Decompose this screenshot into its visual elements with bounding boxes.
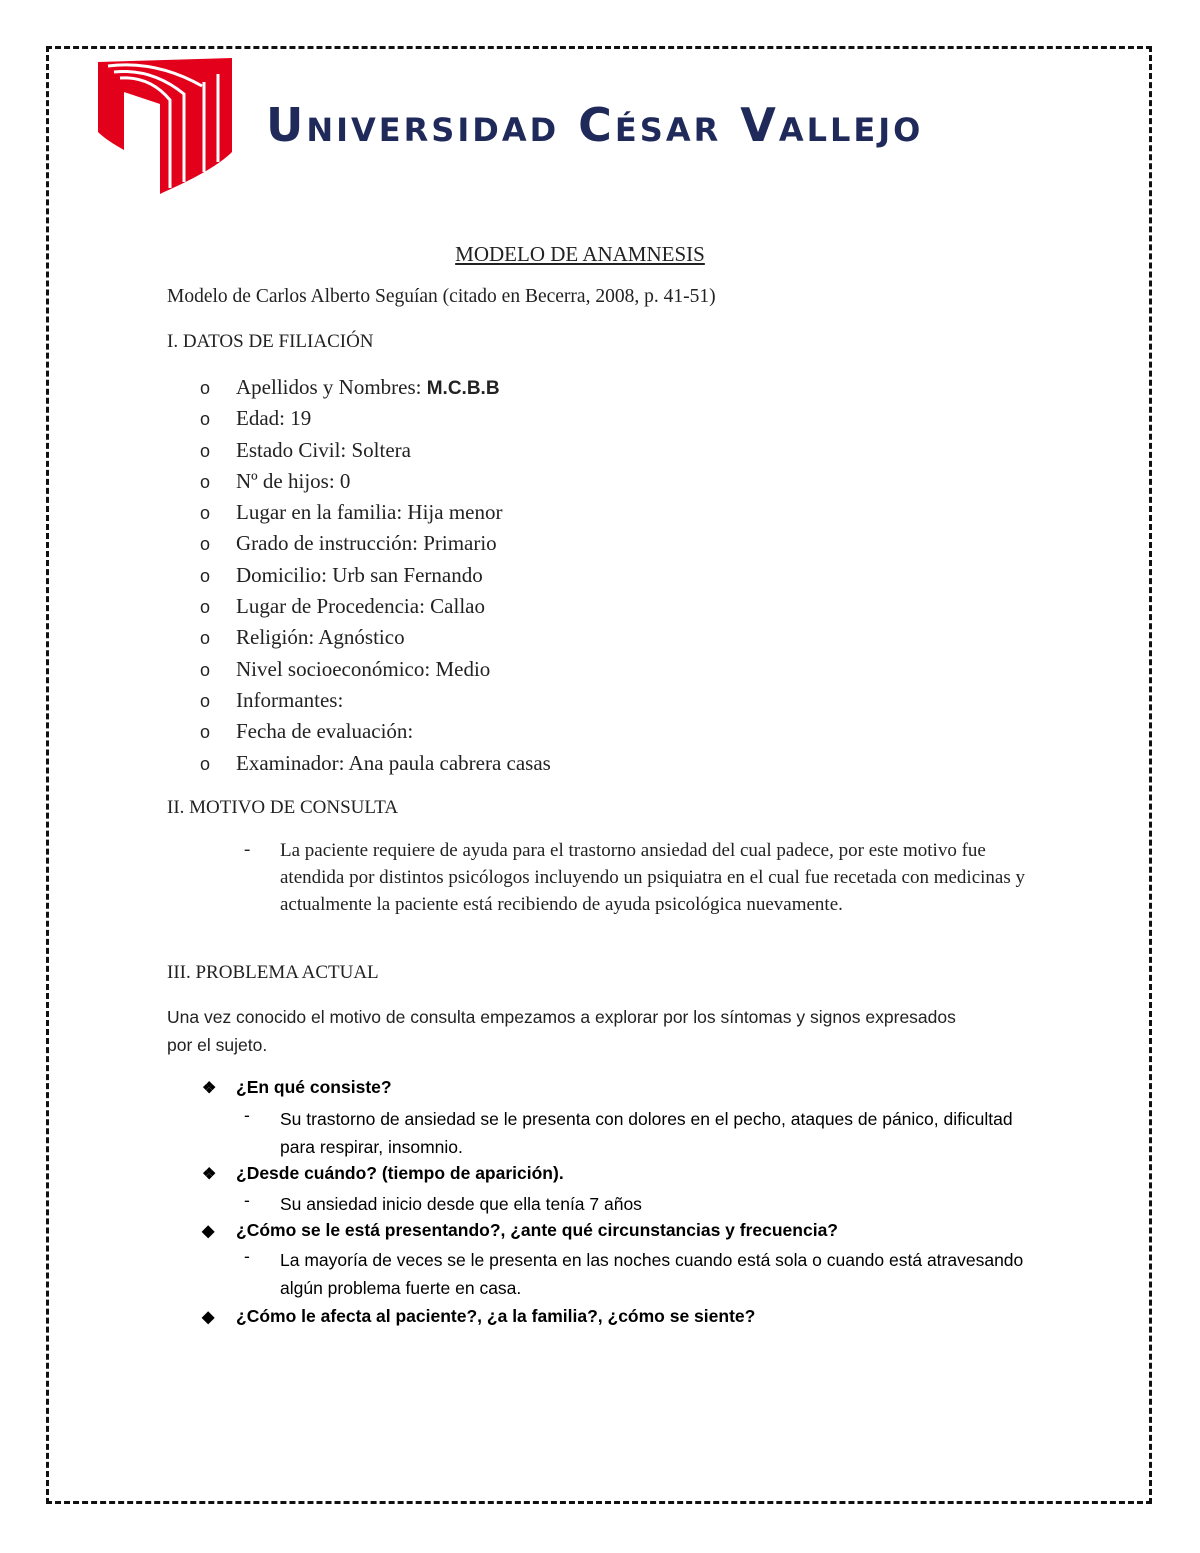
diamond-bullet-icon: ❖ [202, 1080, 217, 1097]
circle-bullet-icon: o [200, 690, 211, 711]
filiation-label: Grado de instrucción: Primario [236, 531, 497, 556]
circle-bullet-icon: o [200, 565, 211, 586]
circle-bullet-icon: o [200, 659, 211, 680]
university-logo [94, 52, 236, 197]
circle-bullet-icon: o [200, 722, 211, 743]
filiation-item [200, 685, 551, 716]
filiation-item [200, 654, 551, 685]
question-heading [202, 1220, 838, 1241]
dash-marker: - [244, 839, 251, 860]
filiation-label: Apellidos y Nombres: [236, 375, 427, 399]
circle-bullet-icon: o [200, 409, 211, 430]
section-1-heading: I. DATOS DE FILIACIÓN [167, 331, 374, 352]
question-text: ¿En qué consiste? [236, 1077, 392, 1097]
circle-bullet-icon: o [200, 597, 211, 618]
filiation-item [200, 748, 551, 779]
question-text: ¿Cómo se le está presentando?, ¿ante qué circunstancias y frecuencia? [236, 1220, 838, 1240]
problem-intro-text: Una vez conocido el motivo de consulta empezamos a explorar por los síntomas y signos expresados por el sujeto. [167, 1007, 956, 1055]
question-text: ¿Desde cuándo? (tiempo de aparición). [236, 1163, 564, 1183]
filiation-item [200, 560, 551, 591]
filiation-item [200, 622, 551, 653]
filiation-item [200, 466, 551, 497]
circle-bullet-icon: o [200, 753, 211, 774]
filiation-item [200, 716, 551, 747]
filiation-item [200, 528, 551, 559]
filiation-label: Nivel socioeconómico: Medio [236, 656, 491, 681]
answer-text: La mayoría de veces se le presenta en las noches cuando está sola o cuando está atravesando algún problema fuerte en casa. [280, 1250, 1024, 1298]
dash-marker: - [244, 1190, 250, 1210]
dash-marker: - [244, 1246, 250, 1266]
document-subtitle: Modelo de Carlos Alberto Seguían (citado en Becerra, 2008, p. 41-51) [167, 286, 716, 307]
filiation-item [200, 497, 551, 528]
filiation-label: Nº de hijos: 0 [236, 468, 351, 493]
filiation-item [200, 435, 551, 466]
shield-logo-icon [94, 52, 236, 197]
filiation-list [200, 372, 551, 779]
section-3-heading: III. PROBLEMA ACTUAL [167, 962, 379, 983]
consultation-reason-text: La paciente requiere de ayuda para el trastorno ansiedad del cual padece, por este motivo fue atendida por distintos psicólogos incluyendo un psiquiatra en el cual fue recetada con medicinas y actualmente la paciente está recibiendo de ayuda psicológica nuevamente. [280, 840, 1025, 915]
question-heading [202, 1163, 564, 1184]
filiation-label: Edad: 19 [236, 406, 312, 431]
dash-marker: - [244, 1105, 250, 1125]
filiation-item [200, 591, 551, 622]
question-heading [202, 1077, 392, 1098]
filiation-item [200, 372, 551, 403]
section-2-heading: II. MOTIVO DE CONSULTA [167, 797, 399, 818]
filiation-label: Estado Civil: Soltera [236, 437, 411, 462]
circle-bullet-icon: o [200, 534, 211, 555]
diamond-bullet-icon: ◆ [202, 1309, 215, 1326]
university-name: Universidad César Vallejo [266, 98, 924, 152]
question-text: ¿Cómo le afecta al paciente?, ¿a la familia?, ¿cómo se siente? [236, 1306, 756, 1326]
filiation-label: Lugar de Procedencia: Callao [236, 594, 485, 619]
circle-bullet-icon: o [200, 628, 211, 649]
answer-text: Su ansiedad inicio desde que ella tenía 7 años [280, 1194, 642, 1214]
filiation-label: Domicilio: Urb san Fernando [236, 562, 483, 587]
question-heading [202, 1306, 755, 1327]
diamond-bullet-icon: ❖ [202, 1166, 217, 1183]
circle-bullet-icon: o [200, 378, 211, 398]
filiation-label: Lugar en la familia: Hija menor [236, 500, 503, 525]
filiation-value: M.C.B.B [426, 378, 500, 399]
filiation-label: Examinador: Ana paula cabrera casas [236, 750, 551, 775]
filiation-label: Informantes: [236, 687, 344, 712]
answer-text: Su trastorno de ansiedad se le presenta con dolores en el pecho, ataques de pánico, dificultad para respirar, insomnio. [280, 1109, 1013, 1157]
filiation-label: Fecha de evaluación: [236, 719, 414, 744]
filiation-item [200, 403, 551, 434]
circle-bullet-icon: o [200, 440, 211, 461]
diamond-bullet-icon: ◆ [202, 1223, 215, 1240]
circle-bullet-icon: o [200, 471, 211, 492]
circle-bullet-icon: o [200, 503, 211, 524]
document-title: MODELO DE ANAMNESIS [455, 242, 705, 266]
filiation-label: Religión: Agnóstico [236, 625, 405, 650]
